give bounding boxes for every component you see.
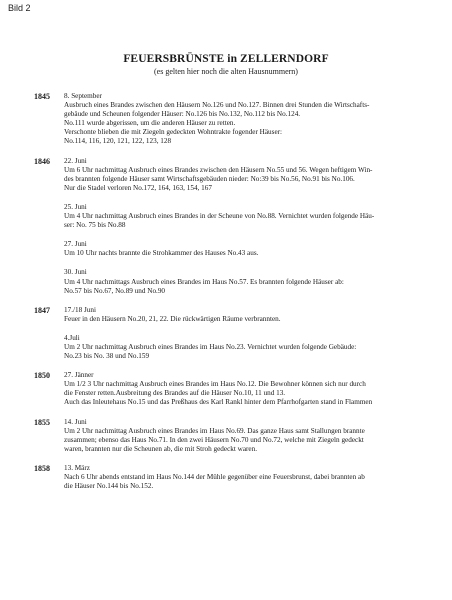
event-text-line: Um 10 Uhr nachts brannte die Strohkammer des Hauses No.43 aus.: [64, 249, 259, 258]
event-text-line: Nach 6 Uhr abends entstand im Haus No.144 der Mühle gegenüber eine Feuersbrunst, dabei brannten ab: [64, 473, 365, 481]
event-text-line: Um 4 Uhr nachmittags Ausbruch eines Brandes im Haus No.57. Es brannten folgende Häuser ab:: [64, 277, 344, 286]
fire-event: [64, 371, 434, 407]
event-text-line: waren, brannten nur die Scheunen ab, die mit Stroh gedeckt waren.: [64, 444, 257, 453]
event-text-line: Um 6 Uhr nachmittag Ausbruch eines Brandes zwischen den Häusern No.55 und 56. Wegen heftigem Win-: [64, 165, 373, 174]
fire-event: [64, 268, 434, 295]
fire-event: [64, 240, 434, 258]
event-date: 14. Juni: [64, 417, 87, 426]
year-block: [0, 371, 452, 407]
year-label: 1850: [34, 371, 50, 381]
event-text-line: Feuer in den Häusern No.20, 21, 22. Die rückwärtigen Räume verbrannten.: [64, 314, 281, 323]
year-label: 1858: [34, 463, 50, 473]
fire-event: [64, 157, 434, 193]
event-text-line: gebäude und Scheunen folgender Häuser: No.126 bis No.132, No.112 bis No.124.: [64, 110, 301, 119]
fire-event: [64, 203, 434, 230]
event-text-line: No.57 bis No.67, No.89 und No.90: [64, 286, 166, 295]
fire-event: [64, 418, 434, 454]
event-text-line: Nur die Stadel verloren No.172, 164, 163, 154, 167: [64, 183, 212, 192]
event-text-line: Um 1/2 3 Uhr nachmittag Ausbruch eines Brandes im Haus No.12. Die Bewohner können sich nur durch: [64, 380, 366, 389]
event-text-line: Um 2 Uhr nachmittag Ausbruch eines Brandes im Haus No.23. Vernichtet wurden folgende Gebäude:: [64, 342, 357, 351]
fire-event: [64, 92, 434, 147]
fire-event: [64, 464, 434, 491]
year-label: 1855: [34, 417, 50, 427]
year-block: [0, 464, 452, 491]
event-text-line: No.114, 116, 120, 121, 122, 123, 128: [64, 137, 172, 146]
event-date: 30. Juni: [64, 268, 87, 277]
fire-chronicle: [0, 92, 452, 501]
event-text-line: die Fenster retten.Ausbreitung des Brandes auf die Häuser No.10, 11 und 13.: [64, 389, 286, 398]
year-label: 1845: [34, 92, 50, 101]
event-date: 13. März: [64, 463, 90, 472]
year-events: [64, 157, 434, 296]
event-text-line: Auch das Inleutehaus No.15 und das Preßhaus des Karl Rankl hinter dem Pfarrhofgarten stand in Flammen: [64, 398, 373, 407]
year-label: 1846: [34, 156, 50, 166]
event-text-line: zusammen; ebenso das Haus No.71. In den zwei Häusern No.70 und No.72, welche mit Ziegeln gedeckt: [64, 435, 364, 444]
event-date: 4.Juli: [64, 333, 80, 342]
event-date: 27. Juni: [64, 240, 87, 249]
year-block: [0, 157, 452, 296]
year-label: 1847: [34, 305, 50, 315]
year-events: [64, 92, 434, 147]
event-text-line: Um 2 Uhr nachmittag Ausbruch eines Brandes im Haus No.69. Das ganze Haus samt Stallungen brannte: [64, 426, 365, 435]
corner-label: Bild 2: [8, 3, 31, 13]
event-date: 25. Juni: [64, 202, 87, 211]
event-text-line: Verschonte blieben die mit Ziegeln gedeckten Wohntrakte fogender Häuser:: [64, 128, 283, 137]
event-text-line: Ausbruch eines Brandes zwischen den Häusern No.126 und No.127. Binnen drei Stunden die Wirtschafts-: [64, 101, 370, 110]
year-events: [64, 371, 434, 407]
year-block: [0, 306, 452, 361]
fire-event: [64, 306, 434, 324]
year-block: [0, 418, 452, 454]
fire-event: [64, 334, 434, 361]
event-text-line: die Häuser No.144 bis No.152.: [64, 482, 154, 491]
event-date: 8. September: [64, 92, 102, 100]
page-subtitle: (es gelten hier noch die alten Hausnummern): [154, 67, 298, 76]
event-date: 22. Juni: [64, 156, 87, 165]
event-text-line: No.23 bis No. 38 und No.159: [64, 352, 150, 361]
event-text-line: Um 4 Uhr nachmittag Ausbruch eines Brandes in der Scheune von No.88. Vernichtet wurden folgende Häu-: [64, 212, 375, 221]
year-events: [64, 306, 434, 361]
event-date: 27. Jänner: [64, 371, 94, 380]
event-text-line: des brannten folgende Häuser samt Wirtschaftsgebäuden nieder: No:39 bis No.56, No.91 bis No.106.: [64, 174, 355, 183]
year-events: [64, 464, 434, 491]
event-text-line: ser: No. 75 bis No.88: [64, 221, 126, 230]
page-title: FEUERSBRÜNSTE in ZELLERNDORF: [123, 53, 329, 65]
event-date: 17./18 Juni: [64, 305, 96, 314]
year-block: [0, 92, 452, 147]
year-events: [64, 418, 434, 454]
event-text-line: No.111 wurde abgerissen, um die anderen Häuser zu retten.: [64, 119, 236, 128]
